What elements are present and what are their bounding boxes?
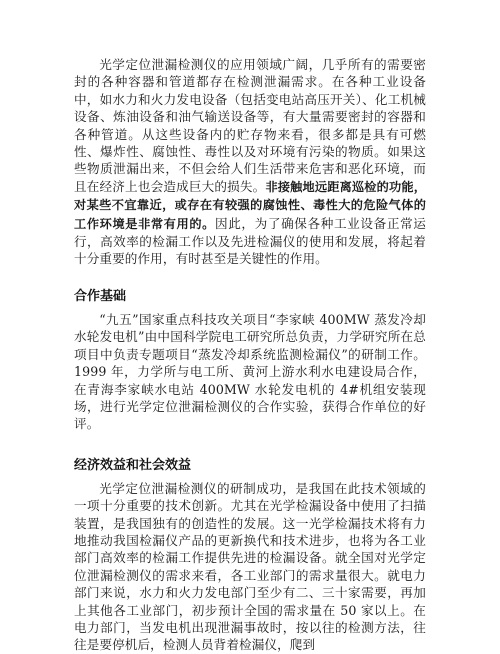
intro-emphasis-text: 非接触地远距离巡检的功能，对某些不宜靠近，或存在有较强的腐蚀性、毒性大的危险气体的工作环境是非常有用的。 xyxy=(74,179,426,231)
intro-paragraph xyxy=(74,56,426,268)
intro-text-part2: 因此，为了确保各种工业设备正常运行，高效率的检漏工作以及先进检漏仪的使用和发展，将起着十分重要的作用，有时甚至是关键性的作用。 xyxy=(74,215,426,267)
intro-text-part1: 光学定位泄漏检测仪的应用领域广阔，几乎所有的需要密封的各种容器和管道都存在检测泄漏需求。在各种工业设备中，如水力和火力发电设备（包括变电站高压开关）、化工机械设备、炼油设备和油气输送设备等，有大量需要密封的容器和各种管道。从这些设备内的贮存物来看，很多都是具有可燃性、爆炸性、腐蚀性、毒性以及对环境有污染的物质。如果这些物质泄漏出来，不但会给人们生活带来危害和恶化环境，而且在经济上也会造成巨大的损失。 xyxy=(74,57,426,194)
benefits-heading: 经济效益和社会效益 xyxy=(74,457,192,473)
document-body xyxy=(74,56,426,654)
benefits-paragraph: 光学定位泄漏检测仪的研制成功，是我国在此技术领域的一项十分重要的技术创新。尤其在光学检漏设备中使用了扫描装置，是我国独有的创造性的发展。这一光学检漏技术将有力地推动我国检漏仪产品的更新换代和技术进步，也将为各工业部门高效率的检漏工作提供先进的检漏设备。就全国对光学定位泄漏检测仪的需求来看，各工业部门的需求量很大。就电力部门来说，水力和火力发电部门至少有二、三十家需要，再加上其他各工业部门，初步预计全国的需求量在 50 家以上。在电力部门，当发电机出现泄漏事故时，按以往的检测方法，往往是要停机后，检测人员背着检漏仪，爬到 xyxy=(74,480,426,653)
cooperation-paragraph: “九五”国家重点科技攻关项目“李家峡 400MW 蒸发冷却水轮发电机”由中国科学院电工研究所总负责，力学研究所在总项目中负责专题项目“蒸发冷却系统监测检漏仪”的研制工作。1999 年，力学所与电工所、黄河上游水利水电建设局合作，在青海李家峡水电站 400MW 水轮发电机的 4#机组安装现场，进行光学定位泄漏检测仪的合作实验，获得合作单位的好评。 xyxy=(74,311,426,432)
cooperation-heading: 合作基础 xyxy=(74,288,127,304)
